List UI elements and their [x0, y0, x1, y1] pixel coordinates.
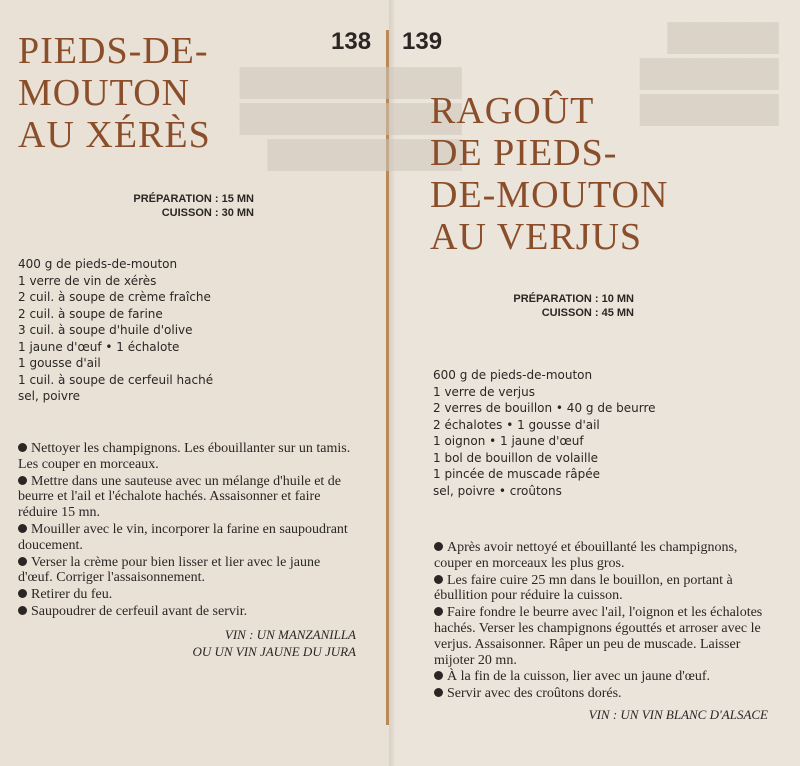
ingredient-item: 3 cuil. à soupe d'huile d'olive — [18, 323, 193, 337]
left-preparation-time: PRÉPARATION : 15 MN — [133, 193, 254, 205]
right-recipe-title — [430, 90, 668, 258]
step-text: Après avoir nettoyé et ébouillanté les champignons, couper en morceaux les plus gros. — [434, 540, 738, 571]
step-text: Faire fondre le beurre avec l'ail, l'oignon et les échalotes hachés. Verser les champignons égouttés et arroser avec le verjus. Assaisonner. Râper un peu de muscade. Laisser mijoter 20 mn. — [434, 605, 763, 668]
ingredient-item: 400 g de pieds-de-mouton — [18, 257, 178, 271]
step-item — [18, 587, 356, 603]
bleed-through-shadow-right: ▆▆▆▆ ▆▆▆▆▆ ▆▆▆▆▆ — [640, 13, 779, 125]
bullet-icon — [434, 671, 443, 680]
step-text: Verser la crème pour bien lisser et lier avec le jaune d'œuf. Corriger l'assaisonnement. — [18, 554, 321, 586]
left-title-line-3: AU XÉRÈS — [18, 114, 211, 156]
right-title-line-2: DE PIEDS- — [430, 132, 618, 174]
ingredient-item: 1 bol de bouillon de volaille — [433, 450, 599, 465]
wine-line: VIN : UN VIN BLANC D'ALSACE — [588, 707, 768, 722]
wine-line: VIN : UN MANZANILLA — [224, 627, 356, 642]
step-text: Saupoudrer de cerfeuil avant de servir. — [31, 603, 248, 619]
right-title-line-3: DE-MOUTON — [430, 174, 669, 216]
ingredient-item: 1 verre de vin de xérès — [18, 273, 157, 288]
step-item — [434, 540, 768, 572]
right-timing-block — [513, 292, 634, 320]
right-step-list — [434, 540, 768, 703]
bullet-icon — [434, 542, 443, 551]
left-timing-block — [133, 192, 254, 220]
step-text: Servir avec des croûtons dorés. — [447, 686, 622, 702]
ingredient-item: sel, poivre — [18, 389, 81, 403]
ingredient-item: 2 cuil. à soupe de crème fraîche — [18, 290, 211, 304]
ingredient-item: 1 gousse d'ail — [18, 356, 101, 370]
step-item — [434, 573, 768, 605]
bullet-icon — [18, 476, 27, 485]
step-item — [18, 474, 356, 521]
bullet-icon — [18, 524, 27, 533]
ingredient-item: 1 oignon • 1 jaune d'œuf — [433, 434, 584, 448]
step-text: À la fin de la cuisson, lier avec un jaune d'œuf. — [447, 669, 710, 685]
bleed-through-shadow-left: ▆▆▆▆▆▆▆▆ ▆▆▆▆▆▆▆▆ ▆▆▆▆▆▆▆ — [240, 58, 462, 170]
wine-line: OU UN VIN JAUNE DU JURA — [192, 644, 356, 659]
left-page-number: 138 — [331, 28, 372, 55]
right-page-number: 139 — [402, 28, 443, 55]
step-item — [18, 441, 356, 473]
ingredient-item: 1 pincée de muscade râpée — [433, 467, 600, 481]
bullet-icon — [18, 606, 27, 615]
left-wine-pairing — [192, 626, 356, 660]
left-step-list — [18, 441, 356, 621]
bullet-icon — [434, 575, 443, 584]
ingredient-item: 600 g de pieds-de-mouton — [433, 368, 593, 382]
step-item — [434, 669, 768, 685]
bullet-icon — [18, 557, 27, 566]
right-wine-pairing — [589, 706, 768, 723]
step-text: Mettre dans une sauteuse avec un mélange d'huile et de beurre et l'ail et l'échalote hachés. Assaisonner et faire réduire 15 mn. — [18, 473, 342, 521]
step-text: Nettoyer les champignons. Les ébouillanter sur un tamis. Les couper en morceaux. — [18, 441, 351, 472]
ingredient-item: 1 cuil. à soupe de cerfeuil haché — [18, 372, 214, 387]
step-item — [18, 604, 356, 620]
left-ingredient-list — [18, 256, 213, 405]
step-text: Retirer du feu. — [31, 587, 113, 603]
right-ingredient-list — [433, 367, 656, 499]
right-preparation-time: PRÉPARATION : 10 MN — [513, 293, 634, 305]
ingredient-item: 1 jaune d'œuf • 1 échalote — [18, 339, 180, 354]
right-cooking-time: CUISSON : 45 MN — [541, 307, 634, 319]
step-text: Les faire cuire 25 mn dans le bouillon, en portant à ébullition pour réduire la cuisson. — [434, 572, 733, 604]
left-title-line-2: MOUTON — [18, 72, 191, 114]
left-cooking-time: CUISSON : 30 MN — [161, 207, 254, 219]
bullet-icon — [434, 688, 443, 697]
left-recipe-title — [18, 30, 211, 156]
ingredient-item: 1 verre de verjus — [433, 384, 535, 399]
left-title-line-1: PIEDS-DE- — [18, 30, 209, 72]
step-item — [18, 555, 356, 587]
ingredient-item: 2 échalotes • 1 gousse d'ail — [433, 417, 600, 432]
bullet-icon — [18, 443, 27, 452]
step-item — [434, 686, 768, 702]
bullet-icon — [434, 607, 443, 616]
ingredient-item: sel, poivre • croûtons — [433, 483, 562, 498]
ingredient-item: 2 cuil. à soupe de farine — [18, 306, 163, 321]
ingredient-item: 2 verres de bouillon • 40 g de beurre — [433, 401, 656, 415]
bullet-icon — [18, 589, 27, 598]
right-title-line-4: AU VERJUS — [430, 216, 643, 258]
right-title-line-1: RAGOÛT — [430, 90, 595, 132]
step-text: Mouiller avec le vin, incorporer la farine en saupoudrant doucement. — [18, 521, 348, 553]
step-item — [18, 522, 356, 554]
step-item — [434, 605, 768, 668]
